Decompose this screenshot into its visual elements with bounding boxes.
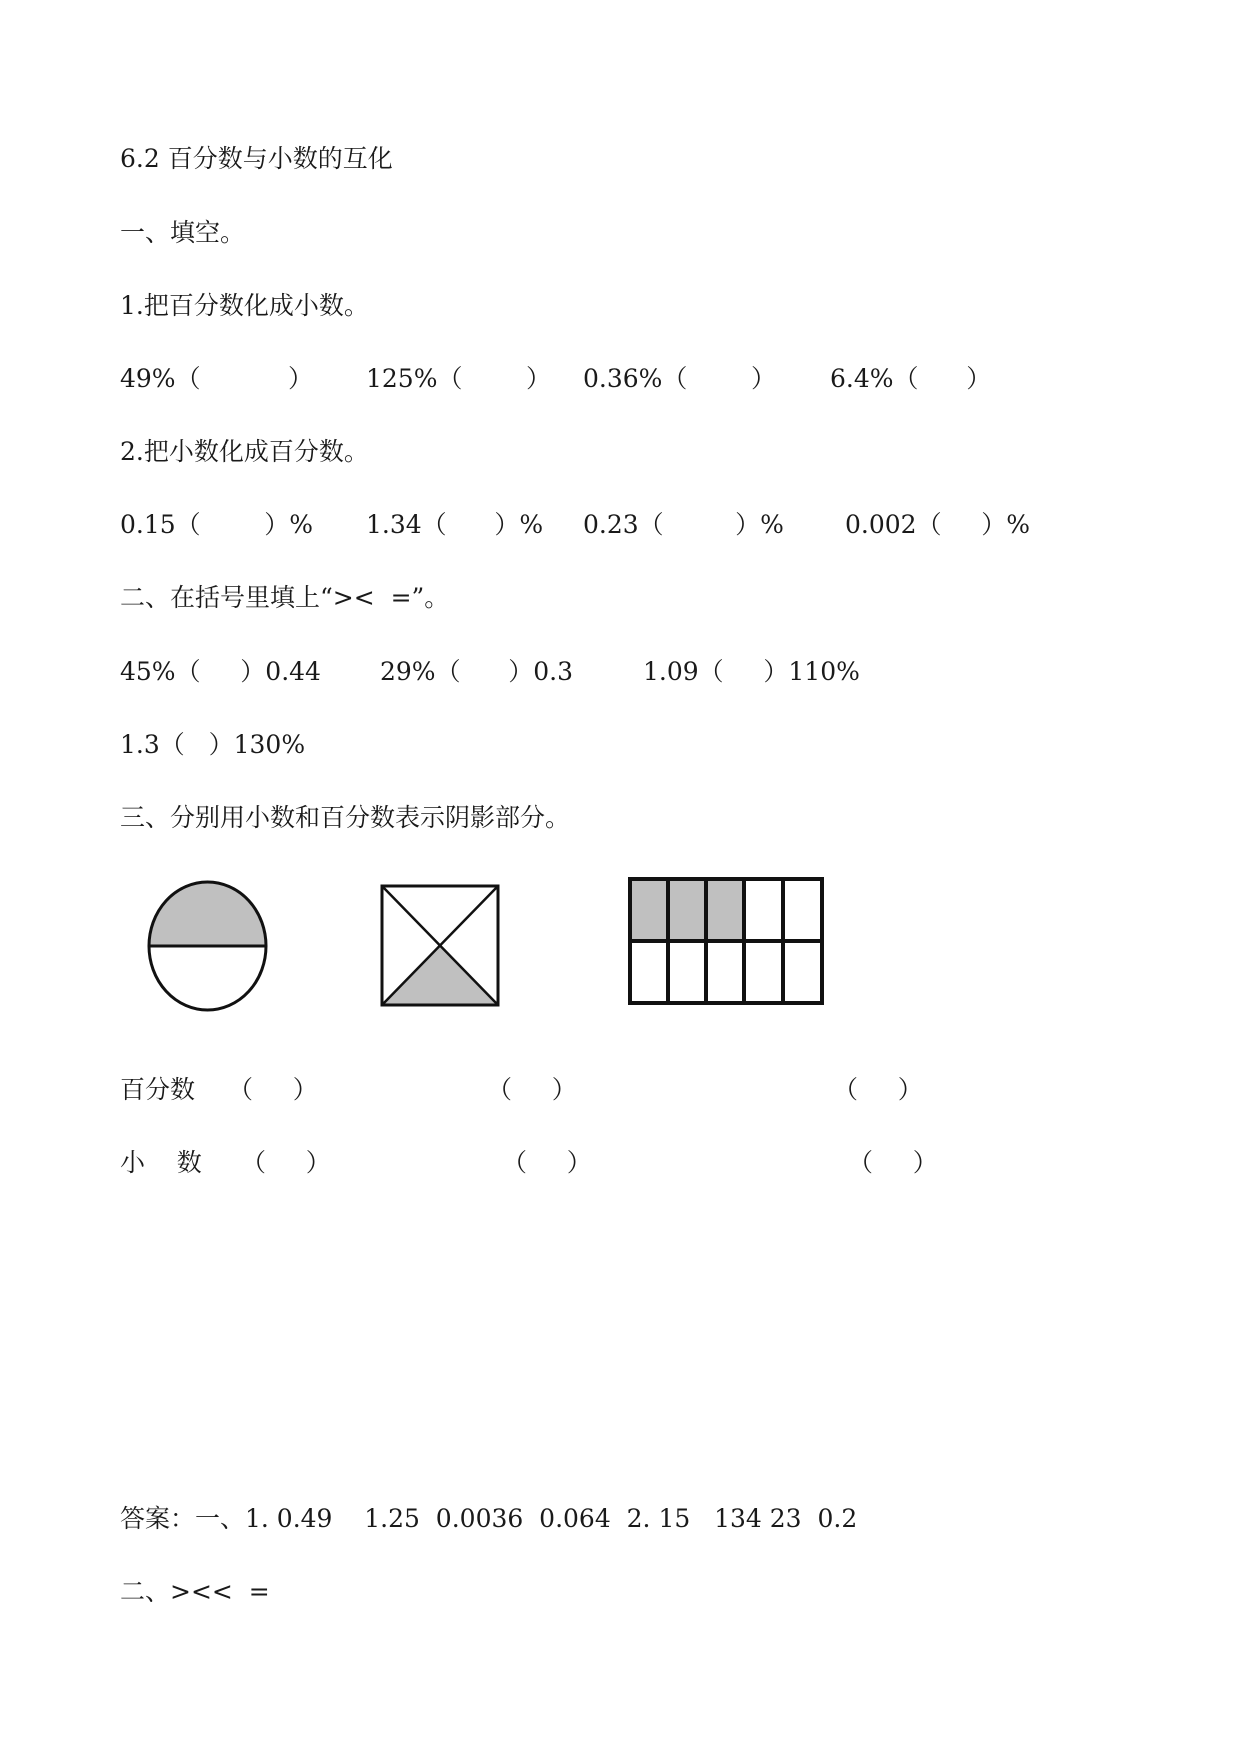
compare-item-3: 1.09（ ）110%: [643, 657, 860, 686]
square-diagonal-figure: [378, 882, 502, 1009]
compare-item-4: 1.3（ ）130%: [120, 730, 306, 759]
decimal-row-label: 小 数: [120, 1148, 202, 1177]
q1-item-1: 49%（ ）: [120, 364, 313, 393]
half-circle-figure: [145, 878, 270, 1014]
section-2-heading: 二、在括号里填上“>< =”。: [120, 583, 450, 612]
shaded-cell: [706, 879, 744, 941]
decimal-blank-3: （ ）: [848, 1148, 938, 1177]
answers-line-2: 二、><< =: [120, 1577, 270, 1606]
percent-blank-1: （ ）: [228, 1075, 318, 1104]
question-2-prompt: 2.把小数化成百分数。: [120, 437, 369, 466]
q2-item-1: 0.15（ ）%: [120, 510, 313, 539]
compare-item-2: 29%（ ）0.3: [380, 657, 574, 686]
question-1-prompt: 1.把百分数化成小数。: [120, 291, 369, 320]
q2-item-3: 0.23（ ）%: [583, 510, 784, 539]
q2-item-4: 0.002（ ）%: [845, 510, 1031, 539]
shaded-triangle: [382, 946, 498, 1006]
percent-blank-3: （ ）: [833, 1075, 923, 1104]
q1-item-3: 0.36%（ ）: [583, 364, 776, 393]
shaded-half: [149, 882, 266, 946]
section-3-heading: 三、分别用小数和百分数表示阴影部分。: [120, 803, 571, 832]
percent-blank-2: （ ）: [487, 1075, 577, 1104]
page-title: 6.2 百分数与小数的互化: [120, 144, 393, 173]
percent-row-label: 百分数: [120, 1075, 196, 1104]
q1-item-4: 6.4%（ ）: [830, 364, 992, 393]
shaded-cell: [630, 879, 668, 941]
q1-item-2: 125%（ ）: [366, 364, 552, 393]
decimal-blank-1: （ ）: [241, 1148, 331, 1177]
compare-item-1: 45%（ ）0.44: [120, 657, 321, 686]
shaded-cell: [668, 879, 706, 941]
section-1-heading: 一、填空。: [120, 218, 246, 247]
answers-line-1: 答案：一、1. 0.49 1.25 0.0036 0.064 2. 15 134 23 0.2: [120, 1504, 858, 1533]
grid-figure: [627, 876, 825, 1006]
decimal-blank-2: （ ）: [502, 1148, 592, 1177]
q2-item-2: 1.34（ ）%: [366, 510, 544, 539]
